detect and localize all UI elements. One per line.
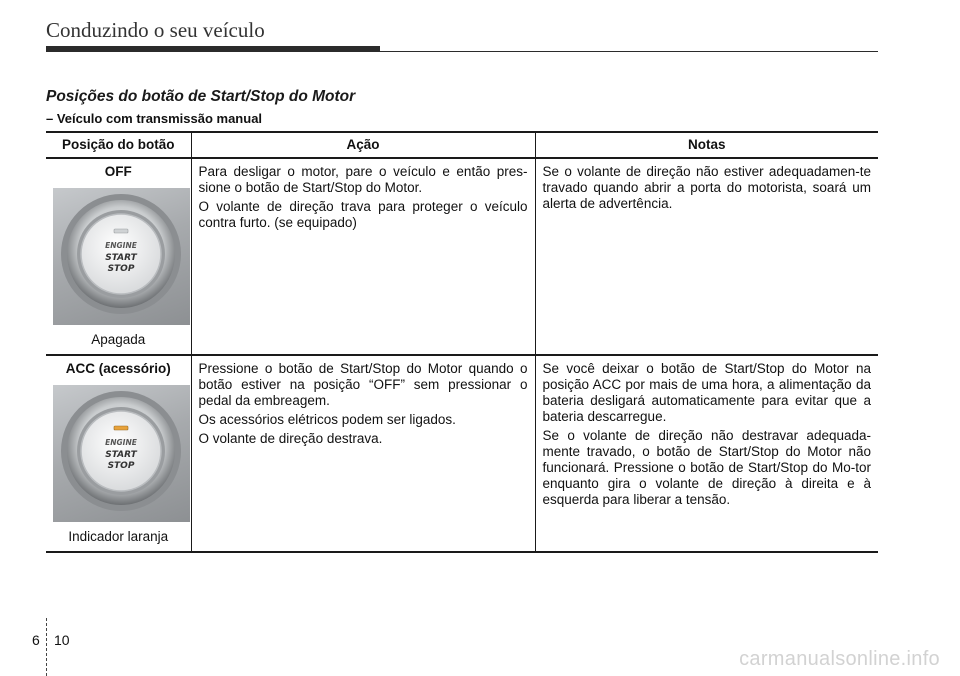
action-text: O volante de direção destrava.	[198, 431, 383, 446]
button-text-line: ENGINE	[105, 241, 137, 250]
button-text-line: START	[105, 253, 137, 263]
table-row	[46, 355, 878, 552]
column-header-notes: Notas	[535, 132, 878, 158]
image-caption: Apagada	[91, 332, 146, 347]
button-text-line: STOP	[107, 264, 135, 274]
notes-text: Se o volante de direção não estiver adequadamen-te travado quando abrir a porta do motorista, soará um alerta de advertência.	[542, 164, 871, 211]
column-header-position: Posição do botão	[46, 132, 191, 158]
table-row	[46, 158, 878, 355]
chapter-title: Conduzindo o seu veículo	[46, 18, 265, 42]
page-number: 10	[54, 632, 70, 648]
position-cell	[46, 158, 191, 355]
button-positions-table	[46, 131, 878, 553]
action-text: O volante de direção trava para proteger o veículo contra furto. (se equipado)	[198, 199, 528, 230]
button-text-line: START	[105, 450, 137, 460]
table-header-row	[46, 132, 878, 158]
start-stop-button-image	[53, 385, 190, 522]
start-stop-button-image	[53, 188, 190, 325]
notes-text: Se o volante de direção não destravar adequada-mente travado, o botão de Start/Stop do Motor não funcionará. Pressione o botão de Start/Stop do Mo-tor enquanto gira o volante de direção à direita e à esquerda para liberar a tensão.	[542, 428, 871, 507]
watermark: carmanualsonline.info	[739, 648, 940, 670]
header-rule-thin	[380, 51, 878, 52]
chapter-number: 6	[32, 632, 40, 648]
section-subtitle: – Veículo com transmissão manual	[46, 111, 263, 126]
acc-indicator-icon	[114, 229, 128, 233]
action-cell	[191, 158, 535, 355]
section-title: Posições do botão de Start/Stop do Motor	[46, 88, 356, 105]
button-text-line: ENGINE	[105, 438, 137, 447]
button-text-line: STOP	[107, 461, 135, 471]
page-divider	[46, 618, 47, 676]
action-cell	[191, 355, 535, 552]
column-header-action: Ação	[191, 132, 535, 158]
position-label: OFF	[104, 164, 132, 179]
action-text: Pressione o botão de Start/Stop do Motor quando o botão estiver na posição “OFF” sem pressionar o pedal da embreagem.	[198, 361, 528, 408]
header-rule-thick	[46, 46, 380, 52]
notes-cell	[535, 355, 878, 552]
acc-indicator-icon	[114, 426, 128, 430]
action-text: Os acessórios elétricos podem ser ligados.	[198, 412, 456, 427]
notes-text: Se você deixar o botão de Start/Stop do Motor na posição ACC por mais de uma hora, a alimentação da bateria desligará automaticamente para evitar que a bateria descarregue.	[542, 361, 871, 424]
position-cell	[46, 355, 191, 552]
notes-cell	[535, 158, 878, 355]
action-text: Para desligar o motor, pare o veículo e então pres-sione o botão de Start/Stop do Motor.	[198, 164, 528, 195]
position-label: ACC (acessório)	[65, 361, 171, 376]
image-caption: Indicador laranja	[68, 529, 169, 544]
